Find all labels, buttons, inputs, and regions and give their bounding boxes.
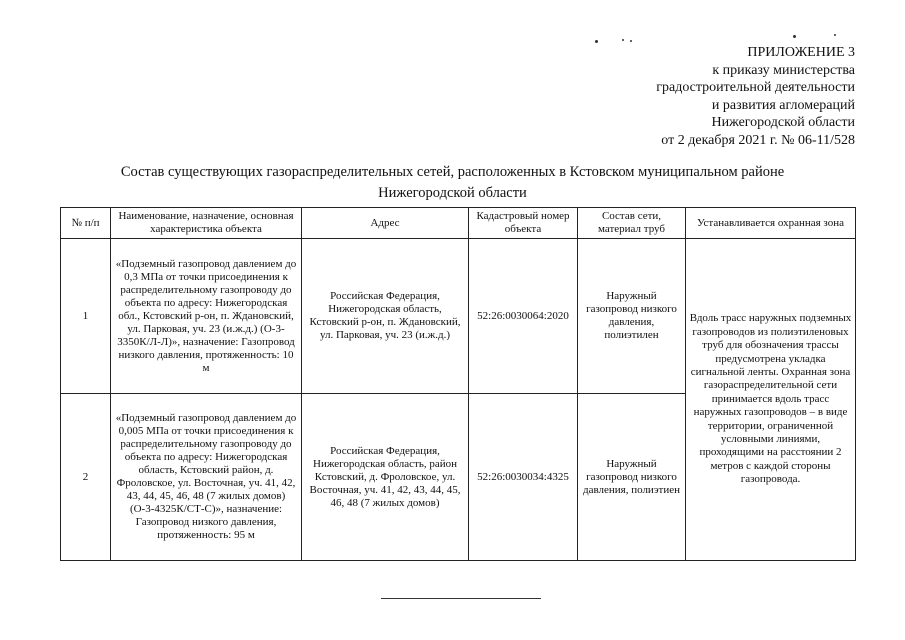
header-network: Состав сети, материал труб: [578, 208, 686, 239]
cell-num: 2: [61, 394, 111, 561]
cell-network: Наружный газопровод низкого давления, полиэтилен: [578, 239, 686, 394]
appendix-line: градостроительной деятельности: [656, 80, 855, 95]
scan-speck: [793, 35, 796, 38]
scan-speck: [595, 40, 598, 43]
appendix-block: [555, 44, 855, 149]
table-header-row: [61, 208, 856, 239]
appendix-line: Нижегородской области: [711, 115, 855, 130]
scan-speck: [630, 40, 632, 42]
header-name: Наименование, назначение, основная характеристика объекта: [111, 208, 302, 239]
title-line-2: Нижегородской области: [378, 185, 527, 201]
cell-address: Российская Федерация, Нижегородская область, район Кстовский, д. Фроловское, ул. Восточная, уч. 41, 42, 43, 44, 45, 46, 48 (7 жилых домов): [302, 394, 469, 561]
cell-cadastral: 52:26:0030064:2020: [469, 239, 578, 394]
table-row: [61, 239, 856, 394]
cell-zone: Вдоль трасс наружных подземных газопроводов из полиэтиленовых труб для обозначения трассы предусмотрена укладка сигнальной ленты. Охранная зона газораспределительной сети принимается вдоль трасс наружных газопроводов – в виде территории, ограниченной условными линиями, проходящими на расстоянии 2 метров с каждой стороны газопровода.: [686, 239, 856, 561]
appendix-line: от 2 декабря 2021 г. № 06-11/528: [661, 132, 855, 148]
cell-name: «Подземный газопровод давлением до 0,005 МПа от точки присоединения к распределительному газопроводу до объекта по адресу: Нижегородская область, Кстовский район, д. Фроловское, ул. Восточная, уч. 41, 42, 43, 44, 45, 46, 48 (7 жилых домов) (О-3-4325К/СТ-С)», назначение: Газопровод низкого давления, протяженность: 95 м: [111, 394, 302, 561]
header-zone: Устанавливается охранная зона: [686, 208, 856, 239]
scan-speck: [622, 39, 624, 41]
header-address: Адрес: [302, 208, 469, 239]
footer-divider: [381, 598, 541, 599]
cell-network: Наружный газопровод низкого давления, полиэтиен: [578, 394, 686, 561]
header-num: № п/п: [61, 208, 111, 239]
cell-num: 1: [61, 239, 111, 394]
gas-network-table: [60, 207, 856, 561]
appendix-line: к приказу министерства: [712, 62, 855, 78]
cell-cadastral: 52:26:0030034:4325: [469, 394, 578, 561]
title-line-1: Состав существующих газораспределительных сетей, расположенных в Кстовском муниципальном районе: [120, 164, 785, 180]
scan-speck: [834, 34, 836, 36]
appendix-line: ПРИЛОЖЕНИЕ 3: [747, 45, 855, 60]
appendix-line: и развития агломераций: [711, 97, 855, 113]
header-cadastral: Кадастровый номер объекта: [469, 208, 578, 239]
cell-address: Российская Федерация, Нижегородская область, Кстовский р-он, п. Ждановский, ул. Парковая, уч. 23 (и.ж.д.): [302, 239, 469, 394]
cell-name: «Подземный газопровод давлением до 0,3 МПа от точки присоединения к распределительному газопроводу до объекта по адресу: Нижегородская обл., Кстовский р-он, п. Ждановский, ул. Парковая, уч. 23 (и.ж.д.) (О-3-3350К/Л-Л)», назначение: Газопровод низкого давления, протяженность: 10 м: [111, 239, 302, 394]
document-title: [0, 162, 905, 204]
